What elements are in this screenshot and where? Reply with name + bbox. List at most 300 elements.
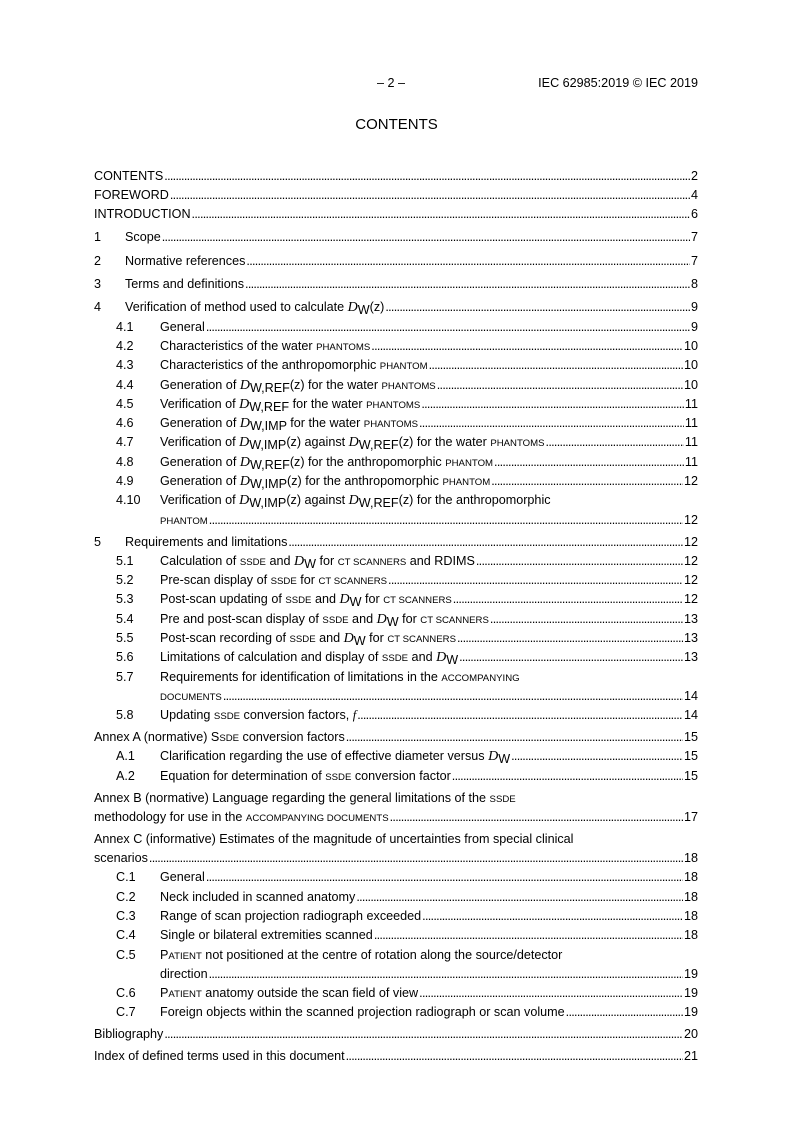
dot-leader: [476, 552, 683, 571]
toc-entry[interactable]: [94, 533, 698, 552]
toc-entry-title: [94, 789, 516, 809]
toc-entry[interactable]: [94, 395, 698, 414]
toc-entry-line: [94, 228, 698, 247]
toc-entry-title: [125, 298, 384, 317]
toc-entry[interactable]: [94, 356, 698, 375]
dot-leader: [453, 590, 683, 609]
toc-entry[interactable]: [94, 433, 698, 452]
toc-entry-line: [94, 395, 698, 414]
toc-entry-number: 4: [94, 300, 102, 315]
toc-entry-title: [160, 767, 451, 787]
toc-entry-number: 2: [94, 253, 102, 268]
toc-entry[interactable]: [94, 275, 698, 294]
toc-entry[interactable]: [94, 629, 698, 648]
toc-entry-line: [94, 205, 698, 224]
toc-entry[interactable]: [94, 868, 698, 887]
math-subscript: W,REF: [249, 399, 290, 414]
dot-leader: [192, 205, 690, 224]
table-of-contents: [94, 164, 698, 1067]
toc-entry-title: [125, 228, 161, 247]
toc-entry-title: [125, 533, 287, 552]
toc-entry-line: [94, 965, 698, 984]
toc-entry-line: [94, 789, 698, 808]
toc-entry-title: [160, 337, 370, 357]
title-text: PHANTOMS: [490, 438, 545, 450]
toc-entry-title: [160, 453, 493, 473]
toc-page-number[interactable]: 11: [684, 416, 698, 431]
title-text: direction: [160, 966, 208, 981]
toc-entry[interactable]: [94, 1047, 698, 1066]
title-text: Annex C (informative) Estimates of the magnitude of uncertainties from special clinical: [94, 831, 574, 846]
toc-entry-title: [160, 926, 373, 945]
dot-leader: [491, 472, 683, 491]
toc-page-number[interactable]: 11: [684, 454, 698, 469]
dot-leader: [374, 926, 683, 945]
toc-page-number[interactable]: 17: [683, 809, 698, 824]
dot-leader: [246, 252, 690, 271]
toc-page-number[interactable]: 12: [683, 534, 698, 549]
math-symbol: D: [239, 474, 250, 490]
toc-entry[interactable]: [94, 205, 698, 224]
toc-page-number[interactable]: 19: [683, 966, 698, 981]
toc-page-number[interactable]: 10: [683, 377, 698, 392]
toc-page-number[interactable]: 11: [684, 435, 698, 450]
title-text: Annex A (normative) S: [94, 730, 220, 745]
toc-entry-number: C.5: [116, 947, 136, 962]
toc-entry-line: [94, 808, 698, 827]
toc-page-number[interactable]: 14: [683, 688, 698, 703]
toc-entry[interactable]: [94, 830, 698, 869]
toc-page-number[interactable]: 20: [683, 1027, 698, 1042]
toc-entry-number: A.1: [116, 749, 135, 764]
toc-entry-title: [160, 356, 428, 376]
math-symbol: D: [239, 454, 250, 470]
toc-page-number[interactable]: 13: [683, 611, 698, 626]
toc-entry[interactable]: [94, 728, 698, 747]
toc-entry[interactable]: [94, 186, 698, 205]
toc-page-number[interactable]: 18: [683, 870, 698, 885]
toc-entry[interactable]: [94, 252, 698, 271]
math-subscript: W: [498, 752, 511, 767]
toc-entry-line: [94, 907, 698, 926]
toc-page-number[interactable]: 21: [683, 1049, 698, 1064]
toc-page-number[interactable]: 4: [690, 187, 698, 202]
toc-entry-line: [94, 728, 698, 747]
toc-page-number[interactable]: 11: [684, 396, 698, 411]
toc-entry-line: [94, 433, 698, 452]
toc-page-number[interactable]: 19: [683, 1005, 698, 1020]
dot-leader: [494, 453, 684, 472]
title-text: and RDIMS: [406, 553, 475, 568]
toc-page-number[interactable]: 18: [683, 889, 698, 904]
toc-entry-number: 4.8: [116, 454, 134, 469]
dot-leader: [164, 1025, 683, 1044]
title-text: (z) for the water: [289, 377, 382, 392]
toc-entry-title: [160, 491, 551, 510]
toc-entry-title: [160, 907, 421, 926]
title-text: Normative references: [125, 253, 246, 268]
toc-entry[interactable]: [94, 590, 698, 609]
toc-page-number[interactable]: 9: [690, 319, 698, 334]
toc-page-number[interactable]: 12: [683, 553, 698, 568]
toc-entry-line: [94, 849, 698, 868]
toc-entry-line: [94, 590, 698, 609]
toc-entry[interactable]: [94, 167, 698, 186]
title-text: f: [352, 708, 357, 723]
toc-entry-number: 4.3: [116, 358, 134, 373]
toc-page-number[interactable]: 6: [690, 207, 698, 222]
toc-entry-number: 5.7: [116, 669, 134, 684]
dot-leader: [288, 533, 683, 552]
title-text: Index of defined terms used in this document: [94, 1049, 345, 1064]
toc-entry-number: 4.7: [116, 435, 134, 450]
title-text: DOCUMENTS: [160, 691, 222, 703]
title-text: Annex B (normative) Language regarding the general limitations of the: [94, 790, 490, 805]
toc-entry-number: C.1: [116, 870, 136, 885]
title-text: PHANTOM: [160, 515, 208, 527]
title-text: Requirements and limitations: [125, 534, 288, 549]
toc-page-number[interactable]: 14: [683, 708, 698, 723]
title-text: PHANTOMS: [381, 380, 436, 392]
toc-entry-title: [94, 1025, 163, 1044]
toc-entry-line: [94, 1025, 698, 1044]
toc-entry-number: 5.8: [116, 708, 134, 723]
math-symbol: D: [293, 553, 305, 569]
toc-page-number[interactable]: 13: [683, 650, 698, 665]
toc-entry-title: [160, 376, 436, 396]
dot-leader: [422, 907, 683, 926]
math-symbol: D: [347, 300, 358, 316]
title-text: PHANTOM: [445, 457, 494, 469]
toc-entry-number: C.6: [116, 986, 136, 1001]
title-text: conversion factors,: [240, 708, 353, 723]
title-text: Verification of: [160, 396, 240, 411]
title-text: Verification of: [160, 493, 240, 508]
dot-leader: [149, 849, 683, 868]
toc-entry[interactable]: [94, 552, 698, 571]
title-text: not positioned at the centre of rotation along the source/detector: [201, 947, 563, 962]
math-symbol: D: [436, 650, 447, 666]
toc-entry[interactable]: [94, 491, 698, 530]
toc-entry-line: [94, 1003, 698, 1022]
toc-entry-line: [94, 167, 698, 186]
title-text: PHANTOMS: [363, 419, 418, 431]
math-symbol: D: [376, 611, 387, 627]
toc-entry-title: [94, 186, 169, 205]
title-text: Calculation of: [160, 553, 240, 568]
math-symbol: D: [239, 435, 250, 451]
title-text: SSDE: [213, 711, 241, 723]
toc-entry-line: [94, 453, 698, 472]
toc-entry[interactable]: [94, 376, 698, 395]
toc-page-number[interactable]: 8: [690, 277, 698, 292]
dot-leader: [385, 298, 690, 317]
dot-leader: [209, 965, 683, 984]
math-subscript: W,IMP: [249, 496, 287, 511]
dot-leader: [511, 747, 683, 766]
toc-entry-line: [94, 337, 698, 356]
title-text: P: [160, 986, 169, 1001]
toc-page-number[interactable]: 7: [690, 230, 698, 245]
dot-leader: [164, 167, 690, 186]
toc-entry[interactable]: [94, 414, 698, 433]
dot-leader: [209, 511, 683, 530]
title-text: Generation of: [160, 416, 240, 431]
toc-entry-title: [94, 808, 389, 828]
title-text: Terms and definitions: [125, 277, 245, 292]
math-symbol: D: [343, 631, 354, 647]
math-subscript: W: [353, 634, 366, 649]
title-text: and: [348, 611, 377, 626]
toc-entry-line: [94, 629, 698, 648]
toc-entry-title: [160, 687, 222, 707]
math-subscript: W,REF: [249, 380, 290, 395]
toc-entry-line: [94, 984, 698, 1003]
title-text: Clarification regarding the use of effective diameter versus: [160, 749, 489, 764]
math-subscript: W: [446, 653, 459, 668]
toc-page-number[interactable]: 15: [683, 768, 698, 783]
toc-entry[interactable]: [94, 337, 698, 356]
math-subscript: W,IMP: [249, 477, 288, 492]
title-text: Verification of: [160, 435, 240, 450]
toc-entry[interactable]: [94, 907, 698, 926]
title-text: P: [160, 947, 169, 962]
title-text: SSDE: [322, 614, 349, 626]
toc-page-number[interactable]: 13: [683, 631, 698, 646]
toc-entry-line: [94, 511, 698, 530]
title-text: anatomy outside the scan field of view: [201, 986, 419, 1001]
toc-entry-number: 5.3: [116, 592, 134, 607]
title-text: for: [365, 631, 388, 646]
toc-entry-line: [94, 533, 698, 552]
math-subscript: W: [386, 614, 399, 629]
title-text: Scope: [125, 230, 161, 245]
toc-page-number[interactable]: 12: [683, 512, 698, 527]
toc-entry-number: C.7: [116, 1005, 136, 1020]
toc-entry-number: 4.2: [116, 338, 134, 353]
title-text: for: [398, 611, 421, 626]
math-symbol: D: [239, 396, 250, 412]
title-text: Verification of method used to calculate: [125, 300, 348, 315]
title-text: Equation for determination of: [160, 768, 326, 783]
toc-page-number[interactable]: 10: [683, 358, 698, 373]
title-text: and: [315, 631, 344, 646]
title-text: Pre-scan display of: [160, 573, 271, 588]
title-text: FOREWORD: [94, 187, 169, 202]
title-text: conversion factors: [239, 730, 345, 745]
toc-entry-line: [94, 318, 698, 337]
toc-entry-number: 5.5: [116, 631, 134, 646]
toc-entry-line: [94, 830, 698, 849]
title-text: and: [408, 650, 437, 665]
toc-entry-title: [94, 728, 345, 748]
title-text: Single or bilateral extremities scanned: [160, 928, 373, 943]
toc-entry[interactable]: [94, 610, 698, 629]
toc-page-number[interactable]: 10: [683, 338, 698, 353]
dot-leader: [162, 228, 690, 247]
title-text: SSDE: [239, 556, 266, 568]
toc-entry-line: [94, 571, 698, 590]
toc-entry-title: [160, 946, 562, 966]
title-text: CT SCANNERS: [420, 614, 489, 626]
toc-entry-title: [125, 252, 245, 271]
toc-entry-line: [94, 252, 698, 271]
title-text: ACCOMPANYING: [441, 672, 520, 684]
title-text: General: [160, 870, 205, 885]
title-text: SSDE: [325, 771, 352, 783]
toc-entry[interactable]: [94, 888, 698, 907]
toc-entry-title: [160, 648, 458, 668]
title-text: PHANTOM: [379, 361, 428, 373]
toc-page-number[interactable]: 2: [690, 168, 698, 183]
toc-entry-title: [160, 472, 490, 492]
toc-entry-number: A.2: [116, 768, 135, 783]
toc-page-number[interactable]: 15: [683, 749, 698, 764]
toc-entry-number: 5.1: [116, 553, 134, 568]
math-subscript: W: [304, 556, 316, 571]
toc-entry-line: [94, 767, 698, 786]
toc-entry[interactable]: [94, 946, 698, 985]
toc-page-number[interactable]: 7: [690, 253, 698, 268]
math-symbol: D: [488, 749, 499, 765]
toc-entry-number: 4.1: [116, 319, 134, 334]
toc-entry-number: 4.10: [116, 493, 141, 508]
title-text: PHANTOM: [442, 477, 491, 489]
toc-entry[interactable]: [94, 926, 698, 945]
dot-leader: [206, 318, 690, 337]
title-text: (z) for the anthropomorphic: [398, 493, 551, 508]
toc-entry-number: 5: [94, 534, 102, 549]
toc-entry-line: [94, 491, 698, 510]
title-text: SSDE: [270, 576, 297, 588]
toc-entry-title: [94, 849, 148, 868]
math-subscript: W: [357, 303, 370, 318]
toc-entry-title: [94, 167, 163, 186]
title-text: ATIENT: [168, 989, 202, 1001]
math-subscript: W,REF: [358, 438, 399, 453]
toc-entry-title: [160, 511, 208, 531]
toc-entry[interactable]: [94, 984, 698, 1003]
dot-leader: [388, 571, 683, 590]
title-text: (z) against: [286, 435, 349, 450]
math-symbol: D: [348, 493, 359, 509]
dot-leader: [490, 610, 683, 629]
toc-entry[interactable]: [94, 789, 698, 828]
dot-leader: [206, 868, 683, 887]
toc-entry-line: [94, 648, 698, 667]
toc-entry-title: [160, 1003, 565, 1022]
toc-entry[interactable]: [94, 228, 698, 247]
toc-entry-number: 1: [94, 230, 102, 245]
title-text: Bibliography: [94, 1027, 164, 1042]
toc-entry-line: [94, 888, 698, 907]
toc-page-number[interactable]: 12: [683, 474, 698, 489]
toc-entry-title: [160, 318, 205, 337]
toc-entry[interactable]: [94, 747, 698, 766]
toc-entry[interactable]: [94, 648, 698, 667]
toc-page-number[interactable]: 18: [683, 851, 698, 866]
toc-entry-title: [160, 629, 456, 649]
title-text: scenarios: [94, 851, 148, 866]
toc-entry[interactable]: [94, 706, 698, 725]
title-text: conversion factor: [351, 768, 451, 783]
title-text: CT SCANNERS: [318, 576, 388, 588]
toc-page-number[interactable]: 18: [683, 928, 698, 943]
toc-page-number[interactable]: 15: [683, 730, 698, 745]
title-text: INTRODUCTION: [94, 207, 191, 222]
toc-entry-line: [94, 186, 698, 205]
toc-page-number[interactable]: 19: [683, 986, 698, 1001]
title-text: ACCOMPANYING DOCUMENTS: [245, 812, 389, 824]
toc-entry-number: 5.4: [116, 611, 134, 626]
toc-entry-line: [94, 552, 698, 571]
dot-leader: [566, 1003, 683, 1022]
title-text: CT SCANNERS: [387, 634, 456, 646]
toc-entry[interactable]: [94, 1003, 698, 1022]
toc-entry[interactable]: [94, 767, 698, 786]
toc-entry-title: [94, 830, 573, 849]
title-text: for: [296, 573, 319, 588]
toc-entry[interactable]: [94, 571, 698, 590]
toc-entry-line: [94, 747, 698, 766]
title-text: PHANTOMS: [366, 399, 421, 411]
title-text: PHANTOMS: [316, 341, 371, 353]
toc-entry-number: 4.9: [116, 474, 134, 489]
title-text: Generation of: [160, 474, 240, 489]
toc-entry-line: [94, 706, 698, 725]
math-subscript: W,REF: [358, 496, 399, 511]
toc-entry-line: [94, 926, 698, 945]
page-number: – 2 –: [377, 76, 406, 90]
title-text: SSDE: [285, 595, 312, 607]
toc-page-number[interactable]: 18: [683, 908, 698, 923]
toc-page-number[interactable]: 12: [683, 592, 698, 607]
toc-entry-number: C.4: [116, 928, 136, 943]
title-text: Generation of: [160, 377, 240, 392]
toc-entry[interactable]: [94, 1025, 698, 1044]
toc-entry-title: [160, 590, 452, 610]
dot-leader: [452, 767, 683, 786]
toc-entry-line: [94, 868, 698, 887]
title-text: CT SCANNERS: [337, 556, 407, 568]
toc-entry-line: [94, 376, 698, 395]
toc-page-number[interactable]: 9: [690, 300, 698, 315]
toc-entry-title: [160, 706, 356, 726]
toc-entry[interactable]: [94, 298, 698, 317]
toc-entry[interactable]: [94, 318, 698, 337]
toc-entry-title: [160, 747, 510, 766]
title-text: Characteristics of the anthropomorphic: [160, 358, 380, 373]
dot-leader: [346, 1047, 683, 1066]
toc-entry-number: 4.5: [116, 396, 134, 411]
math-symbol: D: [239, 416, 250, 432]
toc-page-number[interactable]: 12: [683, 573, 698, 588]
dot-leader: [457, 629, 683, 648]
toc-entry-line: [94, 298, 698, 317]
toc-entry-line: [94, 946, 698, 965]
title-text: Updating: [160, 708, 214, 723]
toc-entry[interactable]: [94, 453, 698, 472]
title-text: Generation of: [160, 454, 240, 469]
toc-entry-number: 5.2: [116, 573, 134, 588]
title-text: Pre and post-scan display of: [160, 611, 323, 626]
title-text: CONTENTS: [94, 168, 164, 183]
title-text: CT SCANNERS: [383, 595, 452, 607]
toc-entry[interactable]: [94, 472, 698, 491]
toc-entry[interactable]: [94, 668, 698, 707]
math-symbol: D: [348, 435, 359, 451]
document-reference: IEC 62985:2019 © IEC 2019: [538, 76, 698, 90]
